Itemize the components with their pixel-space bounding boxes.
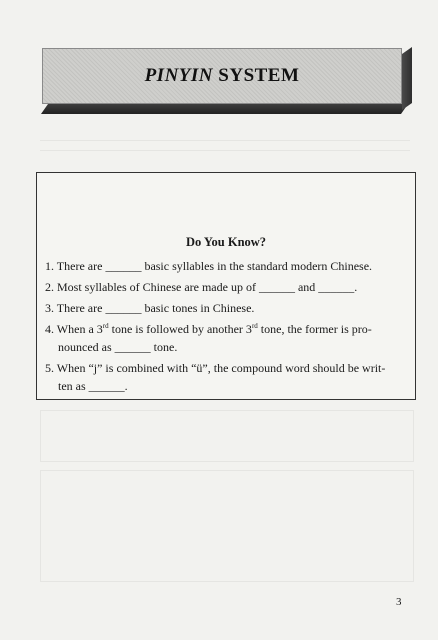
question-1 (45, 257, 393, 275)
question-text: Most syllables of Chinese are made up of (57, 280, 256, 294)
page-title (145, 65, 300, 87)
question-text: basic tones in Chinese. (144, 301, 255, 315)
question-number: 1. (45, 259, 54, 273)
banner-face (42, 48, 402, 104)
question-continuation (45, 338, 393, 356)
banner-shadow-right (402, 47, 412, 110)
question-5 (45, 359, 393, 395)
question-2 (45, 278, 393, 296)
title-banner (42, 48, 408, 114)
answer-blank[interactable]: ______ (88, 379, 125, 393)
question-4 (45, 320, 393, 356)
answer-blank[interactable]: ______ (318, 280, 355, 294)
question-continuation (45, 377, 393, 395)
question-text: When a 3 (56, 322, 103, 336)
answer-blank[interactable]: ______ (105, 259, 142, 273)
bleed-through-line (40, 150, 410, 151)
bleed-through-table (40, 470, 414, 582)
bleed-through-table (40, 410, 414, 462)
question-text: There are (56, 259, 103, 273)
question-text: When “j” is combined with “ü”, the compound word should be writ- (56, 361, 386, 375)
question-text: tone is followed by another 3 (108, 322, 252, 336)
question-text: There are (56, 301, 103, 315)
box-title: Do You Know? (185, 235, 267, 249)
question-text: basic syllables in the standard modern Chinese. (144, 259, 373, 273)
question-text: tone, the former is pro- (257, 322, 372, 336)
ordinal-suffix: rd (251, 322, 258, 330)
question-number: 3. (45, 301, 54, 315)
answer-blank[interactable]: ______ (105, 301, 142, 315)
question-number: 5. (45, 361, 54, 375)
question-number: 2. (45, 280, 54, 294)
question-number: 4. (45, 322, 54, 336)
title-rest-part: SYSTEM (213, 65, 300, 86)
question-text: . (354, 280, 358, 294)
question-3 (45, 299, 393, 317)
page-number: 3 (396, 596, 402, 608)
title-italic-part: PINYIN (144, 65, 214, 86)
ordinal-suffix: rd (102, 322, 109, 330)
answer-blank[interactable]: ______ (114, 340, 151, 354)
answer-blank[interactable]: ______ (258, 280, 295, 294)
question-text: and (297, 280, 316, 294)
question-text: tone. (153, 340, 178, 354)
banner-shadow-bottom (41, 104, 408, 114)
question-text: . (124, 379, 128, 393)
question-text: nounced as (58, 340, 112, 354)
question-text: ten as (58, 379, 86, 393)
bleed-through-line (40, 140, 410, 141)
do-you-know-box (36, 172, 416, 400)
